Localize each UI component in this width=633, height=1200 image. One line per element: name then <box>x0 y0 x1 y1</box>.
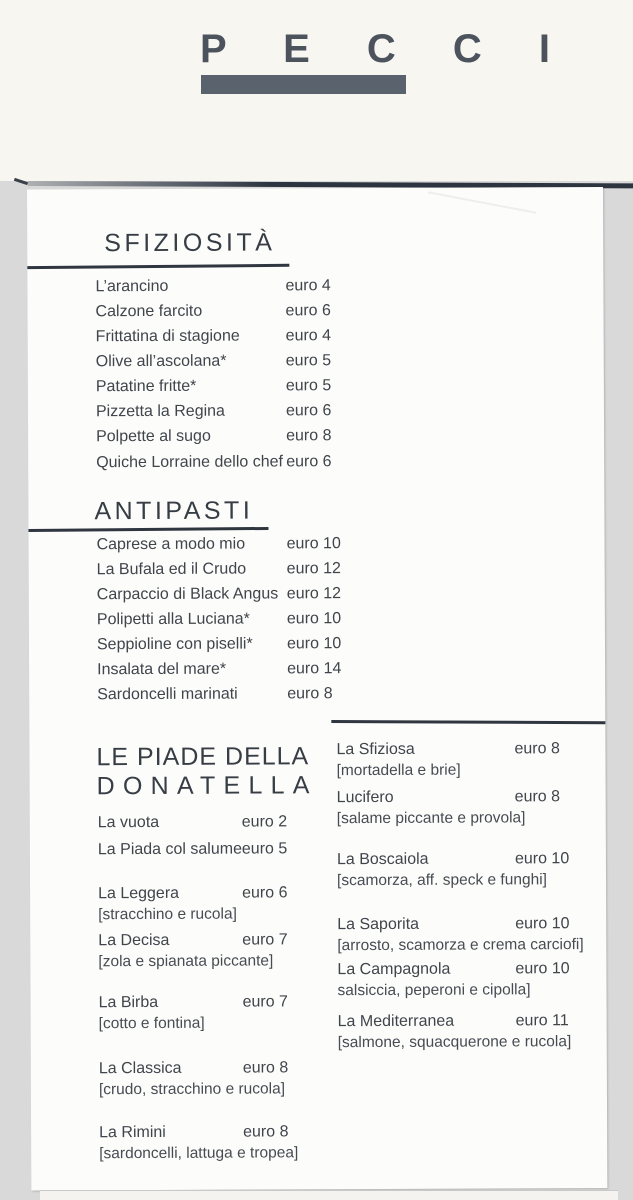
item-name: Seppioline con piselli* <box>96 635 253 654</box>
menu-item <box>96 348 396 374</box>
item-price: euro 7 <box>242 931 288 949</box>
menu-item <box>96 449 396 475</box>
item-price: euro 4 <box>285 327 332 345</box>
item-price: euro 10 <box>515 960 570 978</box>
item-name: Olive all’ascolana* <box>95 352 227 371</box>
menu-item <box>98 882 340 925</box>
item-name: Calzone farcito <box>95 302 203 320</box>
menu-page <box>27 187 607 1191</box>
item-name: La Decisa <box>98 931 170 950</box>
item-price: euro 4 <box>285 276 331 294</box>
item-name: La Mediterranea <box>337 1012 455 1031</box>
menu-item <box>98 838 340 860</box>
menu-item <box>98 929 340 972</box>
menu-header-card <box>0 0 633 181</box>
item-description: [salame piccante e provola] <box>336 809 526 828</box>
item-name: Carpaccio di Black Angus <box>96 585 279 604</box>
item-name: Lucifero <box>336 788 394 807</box>
item-name: La vuota <box>97 813 160 832</box>
item-name: La Sfiziosa <box>336 740 415 759</box>
item-name: La Piada col salume <box>97 840 243 859</box>
item-name: Quiche Lorraine dello chef <box>96 452 284 471</box>
item-price: euro 8 <box>286 427 332 445</box>
menu-item <box>98 811 340 833</box>
brand-wordmark: P E C C I <box>200 27 573 71</box>
item-price: euro 8 <box>514 788 561 806</box>
bottom-card-edge <box>40 1191 618 1200</box>
item-price: euro 5 <box>241 840 288 858</box>
menu-item <box>99 1057 341 1100</box>
menu-item <box>95 273 395 299</box>
item-price: euro 12 <box>286 559 341 578</box>
section-sfiziosita <box>95 273 396 475</box>
menu-item <box>337 848 607 891</box>
item-name: La Saporita <box>337 915 420 934</box>
item-price: euro 8 <box>287 685 333 703</box>
section-title-piade-line1: LE PIADE DELLA <box>96 742 310 772</box>
section-title-piade-line2: DONATELLA <box>96 771 318 801</box>
item-name: L’arancino <box>95 277 169 295</box>
item-name: La Leggera <box>98 884 180 903</box>
item-name: La Rimini <box>99 1123 166 1142</box>
item-name: Frittatina di stagione <box>95 327 240 346</box>
section-title-sfiziosita: SFIZIOSITÀ <box>104 228 276 258</box>
item-description: [stracchino e rucola] <box>98 905 237 924</box>
item-price: euro 8 <box>243 1123 289 1141</box>
item-description: [zola e spianata piccante] <box>98 952 274 971</box>
item-price: euro 11 <box>515 1012 569 1030</box>
item-price: euro 10 <box>514 850 570 868</box>
item-price: euro 7 <box>242 993 288 1011</box>
item-description: [crudo, stracchino e rucola] <box>98 1080 286 1099</box>
menu-item <box>97 556 397 582</box>
item-description: [cotto e fontina] <box>98 1014 205 1033</box>
item-description: [arrosto, scamorza e crema carciofi] <box>337 936 584 955</box>
item-name: La Bufala ed il Crudo <box>96 560 247 578</box>
item-description: [scamorza, aff. speck e funghi] <box>336 871 547 890</box>
menu-item <box>337 786 607 829</box>
item-name: Polpette al sugo <box>96 428 211 446</box>
item-price: euro 10 <box>515 915 570 933</box>
item-name: Patatine fritte* <box>95 377 197 396</box>
section-title-antipasti: ANTIPASTI <box>94 496 254 526</box>
menu-item <box>97 682 397 708</box>
menu-item <box>97 606 397 632</box>
item-name: Pizzetta la Regina <box>95 402 225 421</box>
item-description: [salmone, squacquerone e rucola] <box>337 1033 572 1052</box>
section-antipasti <box>97 531 398 708</box>
item-price: euro 5 <box>285 352 332 370</box>
item-name: Polipetti alla Luciana* <box>96 610 250 629</box>
item-name: La Boscaiola <box>336 850 429 869</box>
item-name: La Classica <box>98 1059 182 1078</box>
menu-item <box>97 657 397 683</box>
item-price: euro 2 <box>241 813 288 831</box>
item-price: euro 6 <box>286 452 332 470</box>
section-title-piade <box>96 742 317 801</box>
section-divider-piade-right <box>331 720 605 724</box>
menu-item <box>99 991 341 1034</box>
section-divider-sfiziosita <box>27 264 289 269</box>
item-price: euro 6 <box>242 884 288 902</box>
item-name: La Campagnola <box>337 960 451 979</box>
item-name: Insalata del mare* <box>97 660 227 679</box>
item-description: [mortadella e brie] <box>336 761 461 780</box>
menu-item <box>95 298 395 324</box>
item-price: euro 5 <box>285 377 332 395</box>
paper-crease <box>428 191 536 213</box>
item-price: euro 6 <box>285 402 332 420</box>
brand-underline-bar <box>201 75 406 94</box>
menu-item <box>96 424 396 450</box>
item-price: euro 10 <box>286 610 342 628</box>
item-name: Caprese a modo mio <box>96 535 246 553</box>
item-name: Sardoncelli marinati <box>97 686 238 704</box>
menu-item <box>99 1121 341 1164</box>
item-name: La Birba <box>98 993 159 1012</box>
menu-item <box>337 913 607 956</box>
item-price: euro 12 <box>286 584 342 603</box>
menu-item <box>337 958 607 1001</box>
menu-item <box>96 323 396 349</box>
item-price: euro 8 <box>242 1059 289 1077</box>
menu-item <box>97 581 397 607</box>
menu-item <box>96 373 396 399</box>
menu-item <box>336 738 606 781</box>
menu-item <box>338 1010 608 1053</box>
item-description: [sardoncelli, lattuga e tropea] <box>99 1144 299 1163</box>
item-price: euro 8 <box>514 740 560 758</box>
item-price: euro 14 <box>287 660 342 678</box>
menu-item <box>97 531 397 557</box>
item-price: euro 10 <box>286 534 341 552</box>
item-price: euro 10 <box>286 635 342 653</box>
menu-item <box>97 631 397 657</box>
menu-item <box>96 399 396 425</box>
item-description: salsiccia, peperoni e cipolla] <box>337 981 531 1000</box>
item-price: euro 6 <box>285 301 331 320</box>
